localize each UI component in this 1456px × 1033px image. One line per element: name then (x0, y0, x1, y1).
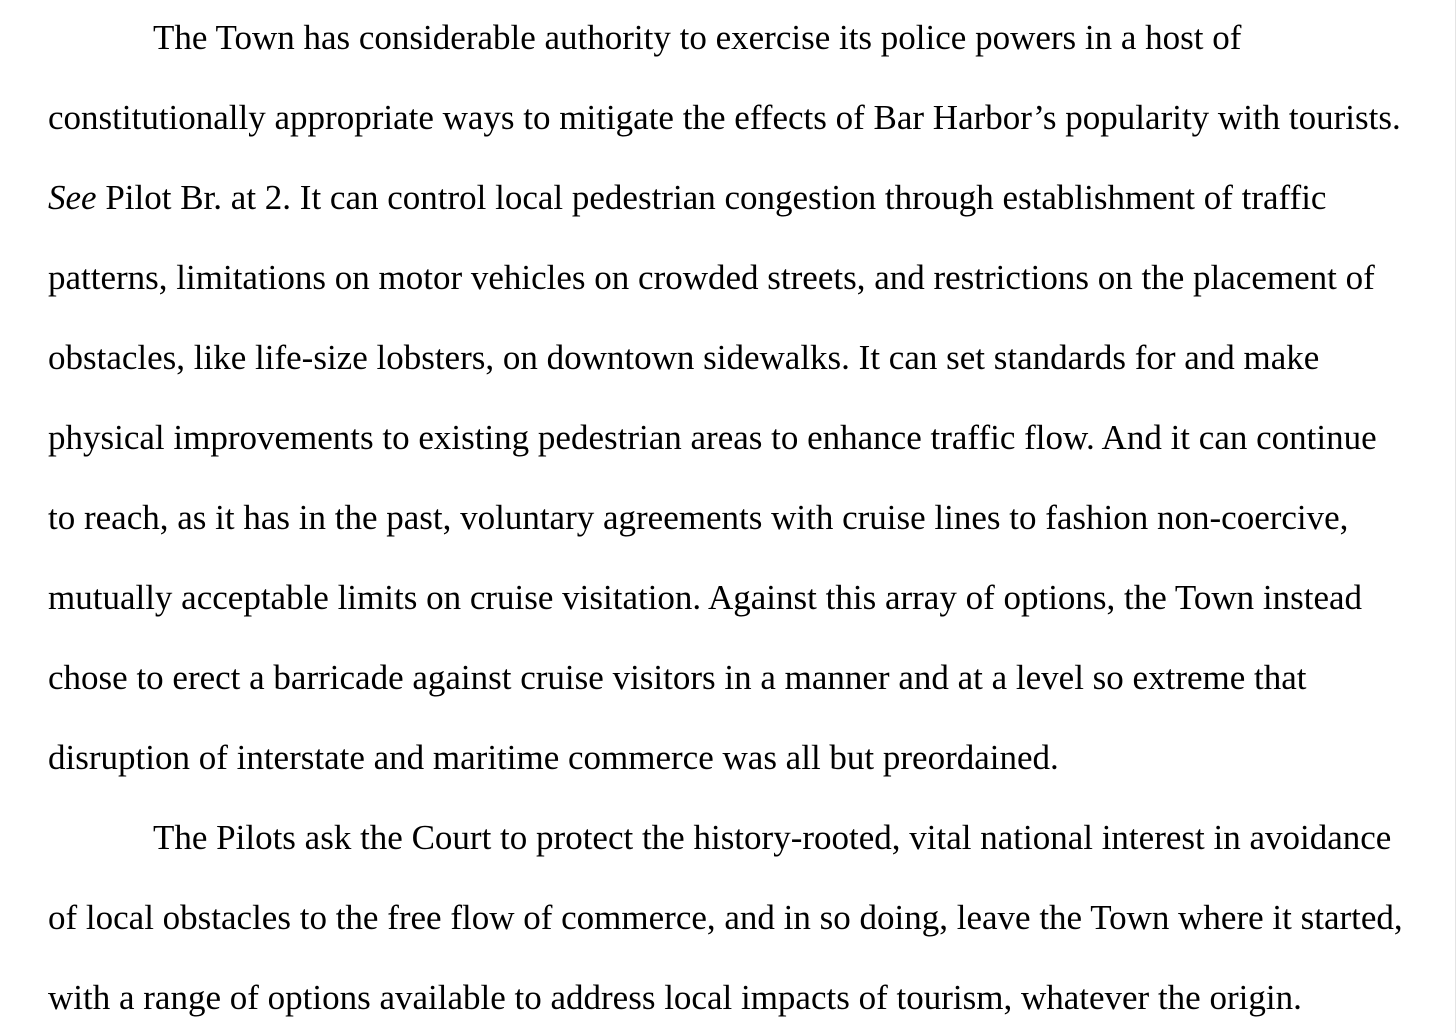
citation-signal: See (48, 178, 97, 217)
line-text: disruption of interstate and maritime commerce was all but preordained. (48, 738, 1059, 777)
line-text: mutually acceptable limits on cruise visitation. Against this array of options, the Town instead (48, 578, 1363, 617)
line-text: of local obstacles to the free flow of commerce, and in so doing, leave the Town where it started, (48, 898, 1403, 937)
line-text: physical improvements to existing pedestrian areas to enhance traffic flow. And it can continue (48, 418, 1377, 457)
paragraph-1-line-10 (48, 738, 1059, 778)
line-text: chose to erect a barricade against cruise visitors in a manner and at a level so extreme that (48, 658, 1307, 697)
paragraph-1-line-5 (48, 338, 1319, 378)
line-text: patterns, limitations on motor vehicles on crowded streets, and restrictions on the placement of (48, 258, 1375, 297)
line-text: obstacles, like life-size lobsters, on downtown sidewalks. It can set standards for and make (48, 338, 1320, 377)
paragraph-1-line-1 (153, 18, 1241, 58)
paragraph-1-line-3 (48, 178, 1326, 218)
line-text: The Pilots ask the Court to protect the history-rooted, vital national interest in avoidance (153, 818, 1392, 857)
paragraph-1-line-2 (48, 98, 1401, 138)
paragraph-1-line-7 (48, 498, 1348, 538)
line-text: with a range of options available to address local impacts of tourism, whatever the origin. (48, 978, 1302, 1017)
paragraph-2-line-2 (48, 898, 1403, 938)
line-text: The Town has considerable authority to exercise its police powers in a host of (153, 18, 1242, 57)
line-text: to reach, as it has in the past, voluntary agreements with cruise lines to fashion non-coercive, (48, 498, 1349, 537)
line-text: constitutionally appropriate ways to mitigate the effects of Bar Harbor’s popularity with tourists. (48, 98, 1401, 137)
line-text: Pilot Br. at 2. It can control local pedestrian congestion through establishment of traffic (96, 178, 1327, 217)
paragraph-1-line-4 (48, 258, 1375, 298)
paragraph-2-line-1 (153, 818, 1391, 858)
paragraph-2-line-3 (48, 978, 1302, 1018)
paragraph-1-line-9 (48, 658, 1307, 698)
paragraph-1-line-6 (48, 418, 1377, 458)
paragraph-1-line-8 (48, 578, 1362, 618)
